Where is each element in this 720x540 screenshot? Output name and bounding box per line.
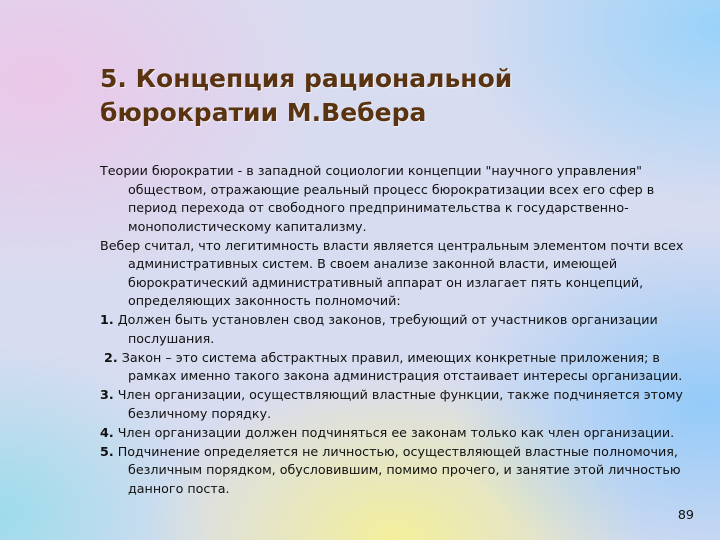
list-item-number: 2. [104, 349, 118, 365]
title-line-1: 5. Концепция рациональной [100, 64, 513, 93]
weber-paragraph: Вебер считал, что легитимность власти является центральным элементом почти всех административных систем. В своем анализе законной власти, имеющей бюрократический административный аппарат он излагает пять концепций, определяющих законность полномочий: [100, 237, 684, 308]
intro-paragraph: Теории бюрократии - в западной социологии концепции "научного управления" обществом, отражающие реальный процесс бюрократизации всех его сфер в период перехода от свободного предпринимательства к государственно-монополистическому капитализму. [100, 163, 655, 234]
list-item-1 [100, 311, 700, 348]
list-item-text: Должен быть установлен свод законов, требующий от участников организации послушания. [117, 312, 658, 346]
slide-title [100, 62, 660, 130]
list-item-text: Подчинение определяется не личностью, осуществляющей властные полномочия, безличным порядком, обусловившим, помимо прочего, и занятие этой личностью данного поста. [117, 443, 681, 496]
list-item-number: 5. [100, 443, 114, 459]
page-number: 89 [677, 507, 694, 522]
list-item-number: 3. [100, 387, 114, 402]
list-item-text: Член организации должен подчиняться ее законам только как член организации. [117, 424, 675, 440]
list-item-text: Член организации, осуществляющий властные функции, также подчиняется этому безличному порядку. [117, 387, 683, 421]
list-item-3 [100, 386, 700, 423]
list-item-5 [100, 443, 700, 499]
list-item-4 [100, 424, 700, 443]
list-item-number: 4. [100, 424, 114, 440]
title-line-2: бюрократии М.Вебера [100, 98, 427, 127]
slide-body [100, 162, 700, 499]
list-item-2 [100, 349, 700, 386]
list-item-text: Закон – это система абстрактных правил, имеющих конкретные приложения; в рамках именно такого закона администрация отстаивает интересы организации. [121, 349, 683, 383]
list-item-number: 1. [100, 312, 114, 327]
